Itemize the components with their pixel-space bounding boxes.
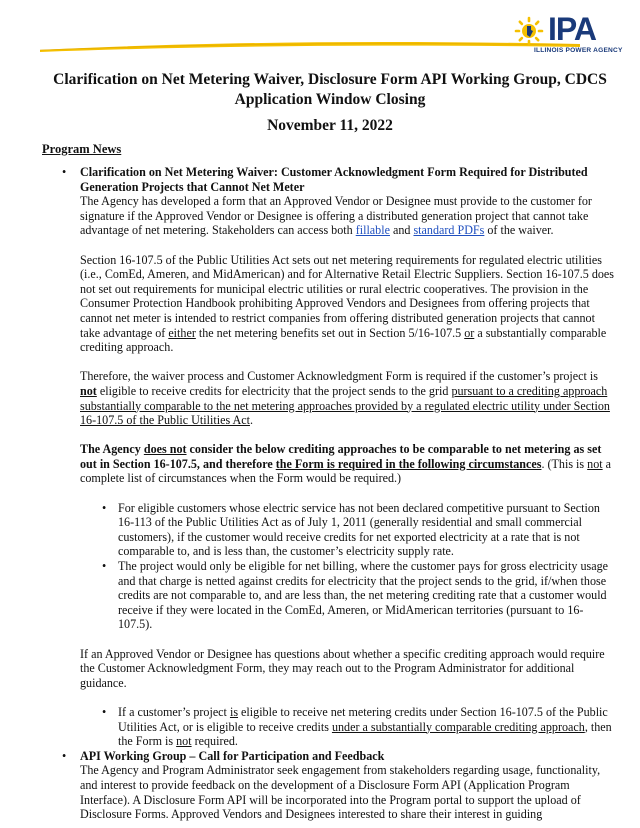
paragraph: The Agency has developed a form that an Approved Vendor or Designee must provide to the customer for signature if the Approved Vendor or Designee is offering a distributed generation project that cannot take advantage of net metering. Stakeholders can access both fillable and standard PDFs of the waiver. bbox=[80, 194, 592, 238]
fillable-pdf-link[interactable]: fillable bbox=[355, 223, 390, 238]
page-header bbox=[0, 0, 640, 60]
section-heading: Program News bbox=[42, 142, 122, 156]
title-line-2: Application Window Closing bbox=[234, 91, 426, 108]
logo-text: IPA bbox=[548, 11, 596, 47]
sub-bullet-item: • For eligible customers whose electric service has not been declared competitive pursuant to Section 16-113 of the Public Utilities Act as of July 1, 2011 (generally residential and small commercial customers), if the customer would receive credits for net exported electricity at a rate that is not comparable to, and is less than, the customer’s electricity supply rate. bbox=[102, 500, 600, 559]
bullet-icon: • bbox=[62, 748, 67, 763]
paragraph: If an Approved Vendor or Designee has questions about whether a specific crediting approach would require the Customer Acknowledgment Form, they may reach out to the Program Administrator for additional guidance. bbox=[80, 646, 605, 690]
page-title bbox=[40, 70, 620, 110]
standard-pdf-link[interactable]: standard PDFs bbox=[413, 223, 485, 238]
paragraph: The Agency and Program Administrator seek engagement from stakeholders regarding usage, functionality, and interest to provide feedback on the development of a Disclosure Form API (Application Program Interface). A Disclosure Form API will be incorporated into the Program portal to support the upload of Disclosure Forms. Approved Vendors and Designees interested to share their interest in guiding bbox=[80, 763, 601, 822]
sun-icon bbox=[514, 16, 548, 46]
bullet-item-api-working-group bbox=[42, 749, 616, 822]
item-heading: Clarification on Net Metering Waiver: Customer Acknowledgment Form Required for Distributed Generation Projects that Cannot Net Meter bbox=[80, 165, 588, 194]
sub-bullet-item: • The project would only be eligible for net billing, where the customer pays for gross electricity usage and that charge is netted against credits for electricity that the project sends to the grid, if/when those credits are not comparable to, and are less than, the net metering crediting rate that a customer would receive if they were located in the ComEd, Ameren, or MidAmerican territories (pursuant to 16-107.5). bbox=[102, 559, 608, 632]
title-line-1: Clarification on Net Metering Waiver, Disclosure Form API Working Group, CDCS bbox=[53, 71, 607, 88]
bullet-item-net-metering bbox=[42, 165, 616, 238]
bullet-icon: • bbox=[102, 559, 107, 574]
logo-subtitle: ILLINOIS POWER AGENCY bbox=[534, 47, 623, 54]
paragraph: Section 16-107.5 of the Public Utilities Act sets out net metering requirements for regulated electric utilities (i.e., ComEd, Ameren, and MidAmerican) and for Alternative Retail Electric Suppliers. Section 16-107.5 does not set out requirements for municipal electric utilities or rural electric cooperatives. The provision in the Consumer Protection Handbook prohibiting Approved Vendors and Designees from offering projects that cannot net meter is intended to restrict companies from offering distributed generation projects that cannot take advantage of either the net metering benefits set out in Section 5/16-107.5 or a substantially comparable crediting approach. bbox=[80, 252, 615, 355]
bullet-icon: • bbox=[102, 500, 107, 515]
paragraph: The Agency does not consider the below crediting approaches to be comparable to net metering as set out in Section 16-107.5, and therefore the Form is required in the following circumstances. (This is not a complete list of circumstances when the Form would be required.) bbox=[80, 442, 612, 486]
ipa-logo bbox=[514, 11, 640, 60]
sub-bullet-item: • If a customer’s project is eligible to receive net metering credits under Section 16-107.5 of the Public Utilities Act, or is eligible to receive credits under a substantially comparable crediting approach, then the Form is not required. bbox=[102, 704, 612, 749]
item-heading: API Working Group – Call for Participation and Feedback bbox=[80, 748, 385, 763]
page-date: November 11, 2022 bbox=[267, 117, 393, 134]
paragraph: Therefore, the waiver process and Customer Acknowledgment Form is required if the customer’s project is not eligible to receive credits for electricity that the project sends to the grid pursuant to a crediting approach substantially comparable to the net metering approaches provided by a regulated electric utility under Section 16-107.5 of the Public Utilities Act. bbox=[80, 369, 610, 428]
document-body bbox=[42, 165, 616, 822]
bullet-icon: • bbox=[102, 704, 107, 719]
bullet-icon: • bbox=[62, 165, 67, 179]
